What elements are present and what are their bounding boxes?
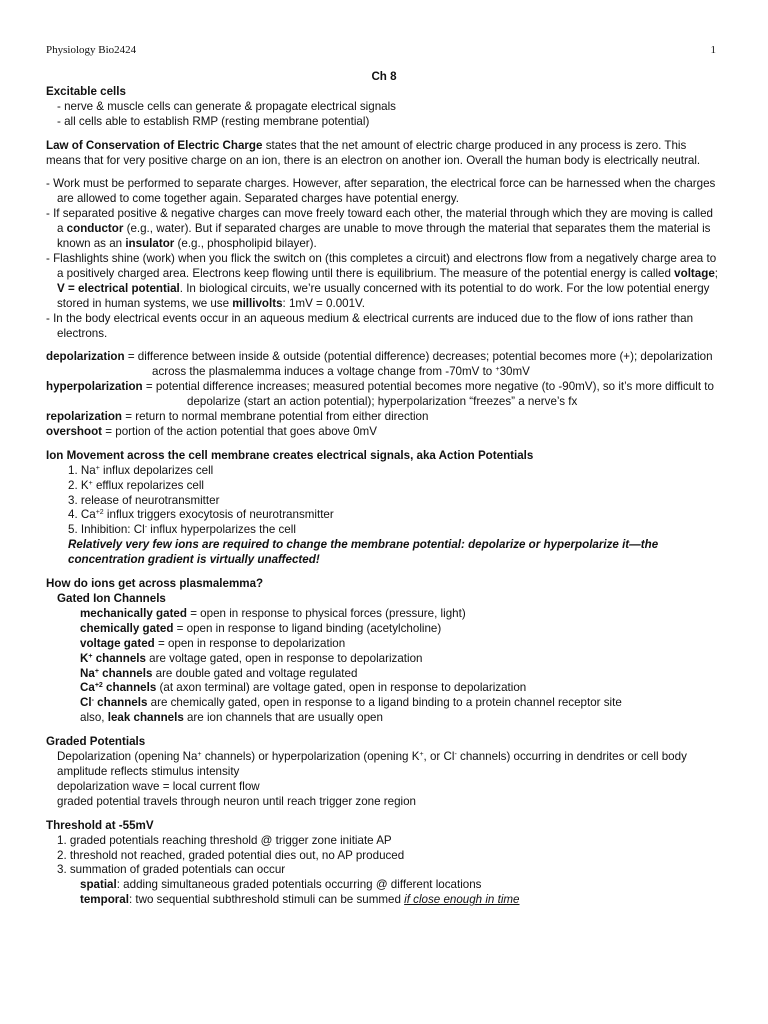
definition-depolarization: depolarization = difference between inside & outside (potential difference) decreases; potential becomes more (+); depolarization across the plasmalemma induces a voltage change from -70mV to +30mV <box>46 350 713 379</box>
page-header <box>46 44 716 56</box>
graded-item: depolarization wave = local current flow <box>57 779 260 793</box>
bullet-item: - If separated positive & negative charges can move freely toward each other, the material through which they are moving is called a conductor (e.g., water). But if separated charges are unable to move through the material that separates them the material is known as an insulator (e.g., phospholipid bilayer). <box>46 207 713 251</box>
channel-item: Na+ channels are double gated and voltage regulated <box>80 666 358 680</box>
channel-item: chemically gated = open in response to ligand binding (acetylcholine) <box>80 621 442 635</box>
threshold-item: 3. summation of graded potentials can occur <box>57 863 286 877</box>
gated-subheading: Gated Ion Channels <box>57 592 166 605</box>
excitable-heading: Excitable cells <box>46 84 126 98</box>
channel-item: also, leak channels are ion channels that are usually open <box>80 711 383 725</box>
graded-item: Depolarization (opening Na+ channels) or hyperpolarization (opening K+, or Cl- channels) occurring in dendrites or cell body <box>57 750 687 764</box>
chapter-title: Ch 8 <box>371 70 397 83</box>
definition-overshoot: overshoot = portion of the action potential that goes above 0mV <box>46 424 377 438</box>
excitable-item: - nerve & muscle cells can generate & propagate electrical signals <box>57 99 396 113</box>
threshold-item: 1. graded potentials reaching threshold @ trigger zone initiate AP <box>57 833 392 847</box>
channel-item: $Ca^{+2}$ channels (at axon terminal) are voltage gated, open in response to depolarization <box>80 681 527 695</box>
threshold-heading: Threshold at -55mV <box>46 818 154 832</box>
channel-item: mechanically gated = open in response to physical forces (pressure, light) <box>80 606 466 620</box>
bullet-item: - Work must be performed to separate charges. However, after separation, the electrical force can be harnessed when the charges are allowed to come together again. Separated charges have potential energy. <box>46 177 716 206</box>
ion-note: Relatively very few ions are required to change the membrane potential: depolarize or hyperpolarize it—the concentration gradient is virtually unaffected! <box>68 538 659 567</box>
summation-temporal: temporal: two sequential subthreshold stimuli can be summed if close enough in time <box>80 893 520 907</box>
gated-heading: How do ions get across plasmalemma? <box>46 577 264 591</box>
document-body <box>46 70 722 908</box>
channel-item: voltage gated = open in response to depolarization <box>80 636 346 650</box>
bullet-item: - In the body electrical events occur in an aqueous medium & electrical currents are induced due to the flow of ions rather than electrons. <box>46 311 694 340</box>
law-paragraph: Law of Conservation of Electric Charge states that the net amount of electric charge produced in any process is zero. This means that for very positive charge on an ion, there is an electron on another ion. Overall the human body is electrically neutral. <box>46 138 701 167</box>
ion-list-item: 4. $Ca^{+2}$ influx triggers exocytosis of neurotransmitter <box>68 508 334 522</box>
graded-item: graded potential travels through neuron until reach trigger zone region <box>57 794 416 808</box>
graded-item: amplitude reflects stimulus intensity <box>57 764 240 778</box>
channel-item: Cl- channels are chemically gated, open in response to a ligand binding to a protein channel receptor site <box>80 696 622 710</box>
page-number: 1 <box>710 44 716 56</box>
summation-spatial: spatial: adding simultaneous graded potentials occurring @ different locations <box>80 878 482 892</box>
course-name: Physiology Bio2424 <box>46 44 137 56</box>
ion-movement-heading: Ion Movement across the cell membrane creates electrical signals, aka Action Potentials <box>46 448 534 462</box>
law-term: Law of Conservation of Electric Charge <box>46 138 263 152</box>
graded-heading: Graded Potentials <box>46 735 146 749</box>
definition-hyperpolarization: hyperpolarization = potential difference increases; measured potential becomes more negative (to -90mV), so it’s more difficult to depolarize (start an action potential); hyperpolarization “freezes” a nerve’s fx <box>46 380 714 409</box>
channel-item: K+ channels are voltage gated, open in response to depolarization <box>80 651 423 665</box>
bullet-item: - Flashlights shine (work) when you flick the switch on (this completes a circuit) and electrons flow from a negatively charge area to a positively charged area. Electrons keep flowing until there is equilibrium. The measure of the potential energy is called voltage; V = electrical potential. In biological circuits, we’re usually concerned with its potential to do work. For the low potential energy stored in human systems, we use millivolts: 1mV = 0.001V. <box>46 251 718 310</box>
ion-list-item: 3. release of neurotransmitter <box>68 493 220 507</box>
ion-list-item: 2. K+ efflux repolarizes cell <box>68 478 204 492</box>
ion-list-item: 1. Na+ influx depolarizes cell <box>68 463 214 477</box>
ion-list-item: 5. Inhibition: Cl- influx hyperpolarizes the cell <box>68 523 296 537</box>
threshold-item: 2. threshold not reached, graded potential dies out, no AP produced <box>57 848 405 862</box>
definition-repolarization: repolarization = return to normal membrane potential from either direction <box>46 410 429 424</box>
excitable-item: - all cells able to establish RMP (resting membrane potential) <box>57 114 370 128</box>
